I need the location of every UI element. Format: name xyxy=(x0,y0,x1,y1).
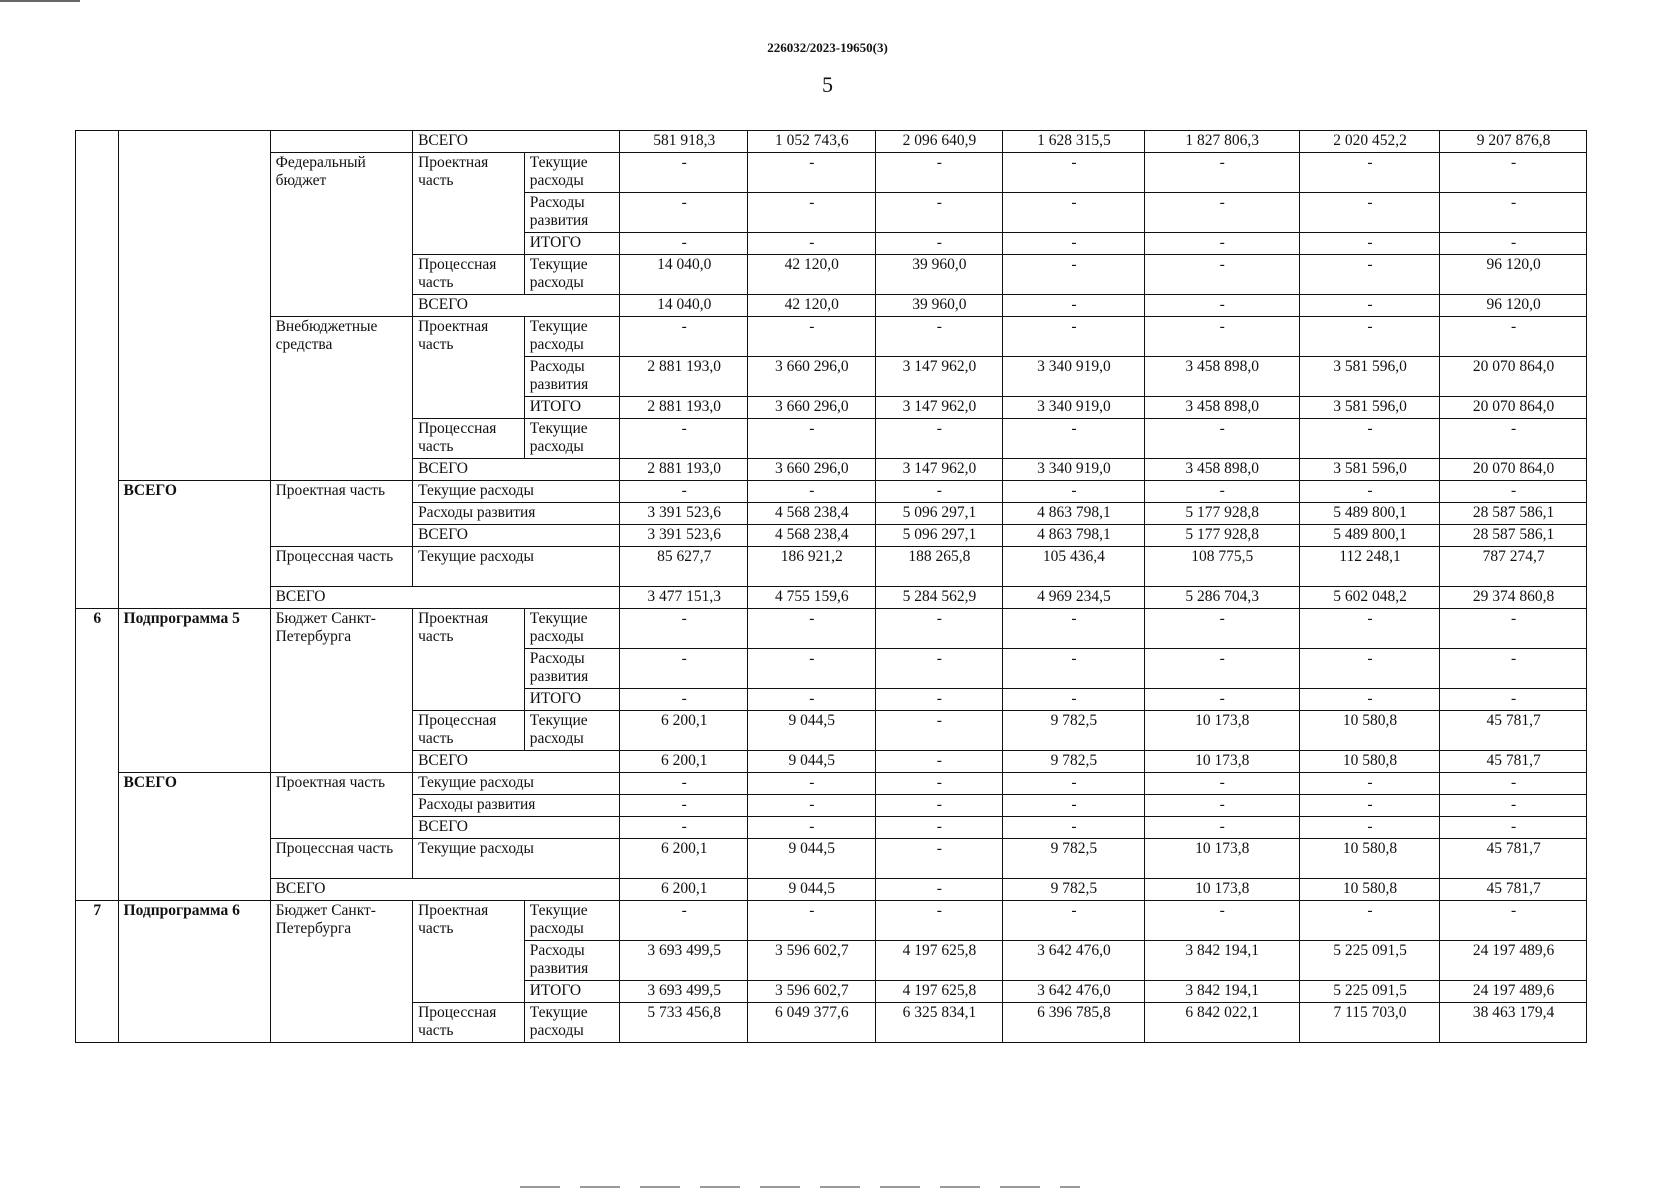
value-cell: 5 225 091,5 xyxy=(1299,941,1439,981)
cell-type: Текущие расходы xyxy=(524,153,620,193)
value-cell: 4 863 798,1 xyxy=(1003,525,1144,547)
value-cell: - xyxy=(1003,773,1144,795)
value-cell: 45 781,7 xyxy=(1440,711,1587,751)
value-cell: - xyxy=(875,879,1003,901)
value-cell: 10 173,8 xyxy=(1144,839,1299,879)
value-cell: - xyxy=(1440,649,1587,689)
value-cell: - xyxy=(875,901,1003,941)
value-cell: - xyxy=(875,839,1003,879)
value-cell: 5 096 297,1 xyxy=(875,503,1003,525)
cell-part: Проектная часть xyxy=(270,773,412,839)
cell-source: Бюджет Санкт-Петербурга xyxy=(270,609,412,773)
value-cell: - xyxy=(1003,233,1144,255)
table-row xyxy=(76,587,1587,609)
value-cell: - xyxy=(1440,193,1587,233)
value-cell: - xyxy=(1299,609,1439,649)
table-row xyxy=(76,131,1587,153)
value-cell: 96 120,0 xyxy=(1440,255,1587,295)
value-cell: 20 070 864,0 xyxy=(1440,397,1587,419)
value-cell: - xyxy=(620,689,748,711)
cell-part: Процессная часть xyxy=(270,839,412,879)
cell-label: ВСЕГО xyxy=(413,751,620,773)
cell-subprogram: Подпрограмма 5 xyxy=(118,609,270,773)
value-cell: - xyxy=(875,609,1003,649)
value-cell: 3 147 962,0 xyxy=(875,397,1003,419)
cell-type: Расходы развития xyxy=(524,193,620,233)
value-cell: 24 197 489,6 xyxy=(1440,941,1587,981)
value-cell: 45 781,7 xyxy=(1440,839,1587,879)
cell-part: Процессная часть xyxy=(413,419,525,459)
table-row xyxy=(76,547,1587,587)
cell-subprogram: Подпрограмма 6 xyxy=(118,901,270,1043)
value-cell: - xyxy=(875,419,1003,459)
value-cell: - xyxy=(1299,689,1439,711)
value-cell: 3 581 596,0 xyxy=(1299,459,1439,481)
page-number: 5 xyxy=(822,72,833,97)
value-cell: - xyxy=(1299,317,1439,357)
value-cell: - xyxy=(1299,795,1439,817)
value-cell: 3 596 602,7 xyxy=(748,981,876,1003)
value-cell: 9 044,5 xyxy=(748,711,876,751)
value-cell: 39 960,0 xyxy=(875,295,1003,317)
value-cell: 20 070 864,0 xyxy=(1440,459,1587,481)
value-cell: 6 325 834,1 xyxy=(875,1003,1003,1043)
value-cell: 42 120,0 xyxy=(748,295,876,317)
value-cell: 4 197 625,8 xyxy=(875,941,1003,981)
value-cell: - xyxy=(1003,795,1144,817)
value-cell: - xyxy=(875,711,1003,751)
value-cell: 1 628 315,5 xyxy=(1003,131,1144,153)
value-cell: - xyxy=(748,419,876,459)
value-cell: - xyxy=(1003,817,1144,839)
value-cell: 3 693 499,5 xyxy=(620,941,748,981)
value-cell: 4 969 234,5 xyxy=(1003,587,1144,609)
value-cell: 787 274,7 xyxy=(1440,547,1587,587)
value-cell: 5 225 091,5 xyxy=(1299,981,1439,1003)
cell-type: Расходы развития xyxy=(413,795,620,817)
value-cell: - xyxy=(1003,689,1144,711)
value-cell: - xyxy=(875,193,1003,233)
cell-label: ВСЕГО xyxy=(413,525,620,547)
value-cell: - xyxy=(620,481,748,503)
value-cell: - xyxy=(1299,193,1439,233)
value-cell: - xyxy=(1299,295,1439,317)
value-cell: - xyxy=(1299,153,1439,193)
cell-part: Проектная часть xyxy=(413,901,525,1003)
value-cell: - xyxy=(1144,295,1299,317)
value-cell: - xyxy=(620,317,748,357)
value-cell: 5 177 928,8 xyxy=(1144,525,1299,547)
scan-footer-artifact xyxy=(520,1186,1080,1188)
value-cell: - xyxy=(1440,419,1587,459)
value-cell: 10 173,8 xyxy=(1144,751,1299,773)
value-cell: 4 755 159,6 xyxy=(748,587,876,609)
value-cell: - xyxy=(875,649,1003,689)
value-cell: - xyxy=(1299,419,1439,459)
value-cell: - xyxy=(748,649,876,689)
value-cell: 42 120,0 xyxy=(748,255,876,295)
value-cell: 5 602 048,2 xyxy=(1299,587,1439,609)
value-cell: - xyxy=(620,649,748,689)
value-cell: - xyxy=(748,233,876,255)
value-cell: 96 120,0 xyxy=(1440,295,1587,317)
cell-number xyxy=(76,131,119,609)
value-cell: 3 477 151,3 xyxy=(620,587,748,609)
cell-number: 6 xyxy=(76,609,119,901)
value-cell: - xyxy=(1003,649,1144,689)
value-cell: - xyxy=(1144,649,1299,689)
document-id: 226032/2023-19650(3) xyxy=(767,40,888,55)
value-cell: - xyxy=(1440,795,1587,817)
cell-type: ИТОГО xyxy=(524,233,620,255)
value-cell: 5 489 800,1 xyxy=(1299,503,1439,525)
value-cell: - xyxy=(875,751,1003,773)
cell-label: ВСЕГО xyxy=(413,131,620,153)
cell-part: Процессная часть xyxy=(413,711,525,751)
value-cell: 9 782,5 xyxy=(1003,839,1144,879)
value-cell: - xyxy=(748,193,876,233)
value-cell: 5 177 928,8 xyxy=(1144,503,1299,525)
value-cell: 3 581 596,0 xyxy=(1299,357,1439,397)
table-row xyxy=(76,317,1587,357)
cell-type: Текущие расходы xyxy=(413,773,620,795)
value-cell: 3 340 919,0 xyxy=(1003,397,1144,419)
value-cell: 3 340 919,0 xyxy=(1003,459,1144,481)
value-cell: 7 115 703,0 xyxy=(1299,1003,1439,1043)
cell-type: ИТОГО xyxy=(524,689,620,711)
value-cell: 188 265,8 xyxy=(875,547,1003,587)
cell-type: Текущие расходы xyxy=(524,419,620,459)
table-row xyxy=(76,879,1587,901)
value-cell: - xyxy=(875,317,1003,357)
cell-subprogram-total: ВСЕГО xyxy=(118,481,270,609)
cell-type: ИТОГО xyxy=(524,981,620,1003)
value-cell: 14 040,0 xyxy=(620,295,748,317)
value-cell: - xyxy=(1440,689,1587,711)
value-cell: 3 147 962,0 xyxy=(875,459,1003,481)
value-cell: - xyxy=(748,795,876,817)
value-cell: - xyxy=(748,773,876,795)
value-cell: - xyxy=(1440,817,1587,839)
value-cell: 3 842 194,1 xyxy=(1144,981,1299,1003)
value-cell: - xyxy=(620,193,748,233)
value-cell: 28 587 586,1 xyxy=(1440,525,1587,547)
value-cell: 3 660 296,0 xyxy=(748,459,876,481)
value-cell: 186 921,2 xyxy=(748,547,876,587)
value-cell: 10 173,8 xyxy=(1144,711,1299,751)
cell-part: Проектная часть xyxy=(270,481,412,547)
value-cell: 24 197 489,6 xyxy=(1440,981,1587,1003)
value-cell: 6 842 022,1 xyxy=(1144,1003,1299,1043)
value-cell: 5 733 456,8 xyxy=(620,1003,748,1043)
value-cell: - xyxy=(748,901,876,941)
value-cell: 112 248,1 xyxy=(1299,547,1439,587)
cell-label: ВСЕГО xyxy=(270,879,620,901)
cell-part: Проектная часть xyxy=(413,317,525,419)
value-cell: - xyxy=(620,153,748,193)
value-cell: 3 147 962,0 xyxy=(875,357,1003,397)
cell-part: Процессная часть xyxy=(270,547,412,587)
cell-label: ВСЕГО xyxy=(413,817,620,839)
value-cell: 9 044,5 xyxy=(748,751,876,773)
value-cell: - xyxy=(1144,233,1299,255)
value-cell: 5 286 704,3 xyxy=(1144,587,1299,609)
cell-type: Текущие расходы xyxy=(524,1003,620,1043)
value-cell: - xyxy=(1003,255,1144,295)
value-cell: - xyxy=(1440,773,1587,795)
value-cell: - xyxy=(875,481,1003,503)
cell-type: Текущие расходы xyxy=(413,481,620,503)
value-cell: 38 463 179,4 xyxy=(1440,1003,1587,1043)
value-cell: - xyxy=(1144,317,1299,357)
value-cell: 6 200,1 xyxy=(620,751,748,773)
value-cell: - xyxy=(1440,153,1587,193)
value-cell: 3 458 898,0 xyxy=(1144,459,1299,481)
value-cell: - xyxy=(1003,419,1144,459)
cell-part: Процессная часть xyxy=(413,255,525,295)
value-cell: 3 391 523,6 xyxy=(620,525,748,547)
value-cell: 3 340 919,0 xyxy=(1003,357,1144,397)
value-cell: - xyxy=(620,233,748,255)
value-cell: - xyxy=(1299,481,1439,503)
value-cell: - xyxy=(620,817,748,839)
value-cell: 9 782,5 xyxy=(1003,711,1144,751)
value-cell: 4 197 625,8 xyxy=(875,981,1003,1003)
value-cell: - xyxy=(748,153,876,193)
value-cell: 5 096 297,1 xyxy=(875,525,1003,547)
value-cell: 3 693 499,5 xyxy=(620,981,748,1003)
cell-type: Расходы развития xyxy=(524,941,620,981)
value-cell: - xyxy=(620,773,748,795)
value-cell: 9 782,5 xyxy=(1003,751,1144,773)
value-cell: 45 781,7 xyxy=(1440,751,1587,773)
value-cell: 9 044,5 xyxy=(748,879,876,901)
value-cell: - xyxy=(1440,317,1587,357)
cell-source: Бюджет Санкт-Петербурга xyxy=(270,901,412,1043)
table-row xyxy=(76,481,1587,503)
cell-subprogram-total: ВСЕГО xyxy=(118,773,270,901)
value-cell: 3 642 476,0 xyxy=(1003,981,1144,1003)
table-row xyxy=(76,773,1587,795)
value-cell: 14 040,0 xyxy=(620,255,748,295)
cell-source: Внебюджетные средства xyxy=(270,317,412,481)
table-row xyxy=(76,901,1587,941)
cell-type: Текущие расходы xyxy=(524,609,620,649)
value-cell: 6 200,1 xyxy=(620,879,748,901)
value-cell: - xyxy=(620,901,748,941)
value-cell: 108 775,5 xyxy=(1144,547,1299,587)
value-cell: 3 660 296,0 xyxy=(748,357,876,397)
value-cell: 3 660 296,0 xyxy=(748,397,876,419)
cell-source xyxy=(270,131,412,153)
cell-label: ВСЕГО xyxy=(270,587,620,609)
value-cell: 2 881 193,0 xyxy=(620,357,748,397)
value-cell: 2 881 193,0 xyxy=(620,459,748,481)
value-cell: 3 458 898,0 xyxy=(1144,357,1299,397)
value-cell: 29 374 860,8 xyxy=(1440,587,1587,609)
value-cell: - xyxy=(1299,773,1439,795)
value-cell: - xyxy=(1003,295,1144,317)
cell-part: Проектная часть xyxy=(413,153,525,255)
value-cell: - xyxy=(1003,481,1144,503)
value-cell: 20 070 864,0 xyxy=(1440,357,1587,397)
value-cell: - xyxy=(620,609,748,649)
cell-type: Текущие расходы xyxy=(524,255,620,295)
cell-type: Текущие расходы xyxy=(524,317,620,357)
value-cell: 10 580,8 xyxy=(1299,751,1439,773)
value-cell: - xyxy=(1440,233,1587,255)
value-cell: - xyxy=(1144,193,1299,233)
value-cell: - xyxy=(1003,193,1144,233)
value-cell: - xyxy=(1144,795,1299,817)
table-row xyxy=(76,153,1587,193)
cell-part: Проектная часть xyxy=(413,609,525,711)
value-cell: 10 580,8 xyxy=(1299,839,1439,879)
table-row xyxy=(76,839,1587,879)
value-cell: - xyxy=(1144,153,1299,193)
cell-subprogram xyxy=(118,131,270,481)
value-cell: 3 642 476,0 xyxy=(1003,941,1144,981)
cell-source: Федеральный бюджет xyxy=(270,153,412,317)
value-cell: - xyxy=(1144,817,1299,839)
value-cell: 105 436,4 xyxy=(1003,547,1144,587)
value-cell: - xyxy=(1144,481,1299,503)
value-cell: 9 782,5 xyxy=(1003,879,1144,901)
value-cell: - xyxy=(875,773,1003,795)
cell-type: Расходы развития xyxy=(524,357,620,397)
value-cell: - xyxy=(1299,901,1439,941)
value-cell: - xyxy=(1144,773,1299,795)
value-cell: 4 568 238,4 xyxy=(748,525,876,547)
value-cell: - xyxy=(620,419,748,459)
cell-type: Текущие расходы xyxy=(413,839,620,879)
value-cell: - xyxy=(1144,901,1299,941)
value-cell: - xyxy=(1299,817,1439,839)
value-cell: 6 200,1 xyxy=(620,839,748,879)
cell-number: 7 xyxy=(76,901,119,1043)
value-cell: - xyxy=(1440,901,1587,941)
value-cell: 3 581 596,0 xyxy=(1299,397,1439,419)
value-cell: 9 207 876,8 xyxy=(1440,131,1587,153)
value-cell: 3 842 194,1 xyxy=(1144,941,1299,981)
value-cell: 1 827 806,3 xyxy=(1144,131,1299,153)
value-cell: 85 627,7 xyxy=(620,547,748,587)
scan-edge-mark xyxy=(0,0,80,2)
cell-type: Текущие расходы xyxy=(413,547,620,587)
value-cell: 28 587 586,1 xyxy=(1440,503,1587,525)
cell-type: Расходы развития xyxy=(524,649,620,689)
cell-part: Процессная часть xyxy=(413,1003,525,1043)
value-cell: 6 396 785,8 xyxy=(1003,1003,1144,1043)
value-cell: - xyxy=(748,317,876,357)
value-cell: - xyxy=(1299,649,1439,689)
value-cell: 10 580,8 xyxy=(1299,711,1439,751)
value-cell: - xyxy=(875,817,1003,839)
value-cell: - xyxy=(875,153,1003,193)
value-cell: - xyxy=(875,795,1003,817)
value-cell: 9 044,5 xyxy=(748,839,876,879)
value-cell: - xyxy=(1440,481,1587,503)
value-cell: - xyxy=(875,233,1003,255)
table-row xyxy=(76,609,1587,649)
value-cell: 2 096 640,9 xyxy=(875,131,1003,153)
value-cell: 3 391 523,6 xyxy=(620,503,748,525)
value-cell: 3 458 898,0 xyxy=(1144,397,1299,419)
value-cell: 5 284 562,9 xyxy=(875,587,1003,609)
value-cell: 581 918,3 xyxy=(620,131,748,153)
value-cell: - xyxy=(1144,419,1299,459)
value-cell: - xyxy=(620,795,748,817)
value-cell: - xyxy=(748,817,876,839)
value-cell: 10 580,8 xyxy=(1299,879,1439,901)
value-cell: - xyxy=(1003,317,1144,357)
value-cell: 39 960,0 xyxy=(875,255,1003,295)
value-cell: 3 596 602,7 xyxy=(748,941,876,981)
value-cell: 4 863 798,1 xyxy=(1003,503,1144,525)
value-cell: 6 049 377,6 xyxy=(748,1003,876,1043)
value-cell: 2 881 193,0 xyxy=(620,397,748,419)
cell-type: ИТОГО xyxy=(524,397,620,419)
value-cell: - xyxy=(875,689,1003,711)
value-cell: - xyxy=(1144,689,1299,711)
value-cell: - xyxy=(748,609,876,649)
value-cell: 45 781,7 xyxy=(1440,879,1587,901)
value-cell: - xyxy=(1299,233,1439,255)
value-cell: - xyxy=(1144,609,1299,649)
cell-type: Текущие расходы xyxy=(524,711,620,751)
cell-type: Расходы развития xyxy=(413,503,620,525)
value-cell: - xyxy=(748,689,876,711)
value-cell: - xyxy=(1003,901,1144,941)
value-cell: 1 052 743,6 xyxy=(748,131,876,153)
value-cell: 6 200,1 xyxy=(620,711,748,751)
budget-table xyxy=(75,130,1587,1043)
value-cell: 10 173,8 xyxy=(1144,879,1299,901)
value-cell: 4 568 238,4 xyxy=(748,503,876,525)
cell-label: ВСЕГО xyxy=(413,295,620,317)
value-cell: - xyxy=(1144,255,1299,295)
cell-type: Текущие расходы xyxy=(524,901,620,941)
value-cell: 2 020 452,2 xyxy=(1299,131,1439,153)
value-cell: - xyxy=(748,481,876,503)
value-cell: - xyxy=(1440,609,1587,649)
value-cell: 5 489 800,1 xyxy=(1299,525,1439,547)
value-cell: - xyxy=(1299,255,1439,295)
value-cell: - xyxy=(1003,609,1144,649)
cell-label: ВСЕГО xyxy=(413,459,620,481)
value-cell: - xyxy=(1003,153,1144,193)
